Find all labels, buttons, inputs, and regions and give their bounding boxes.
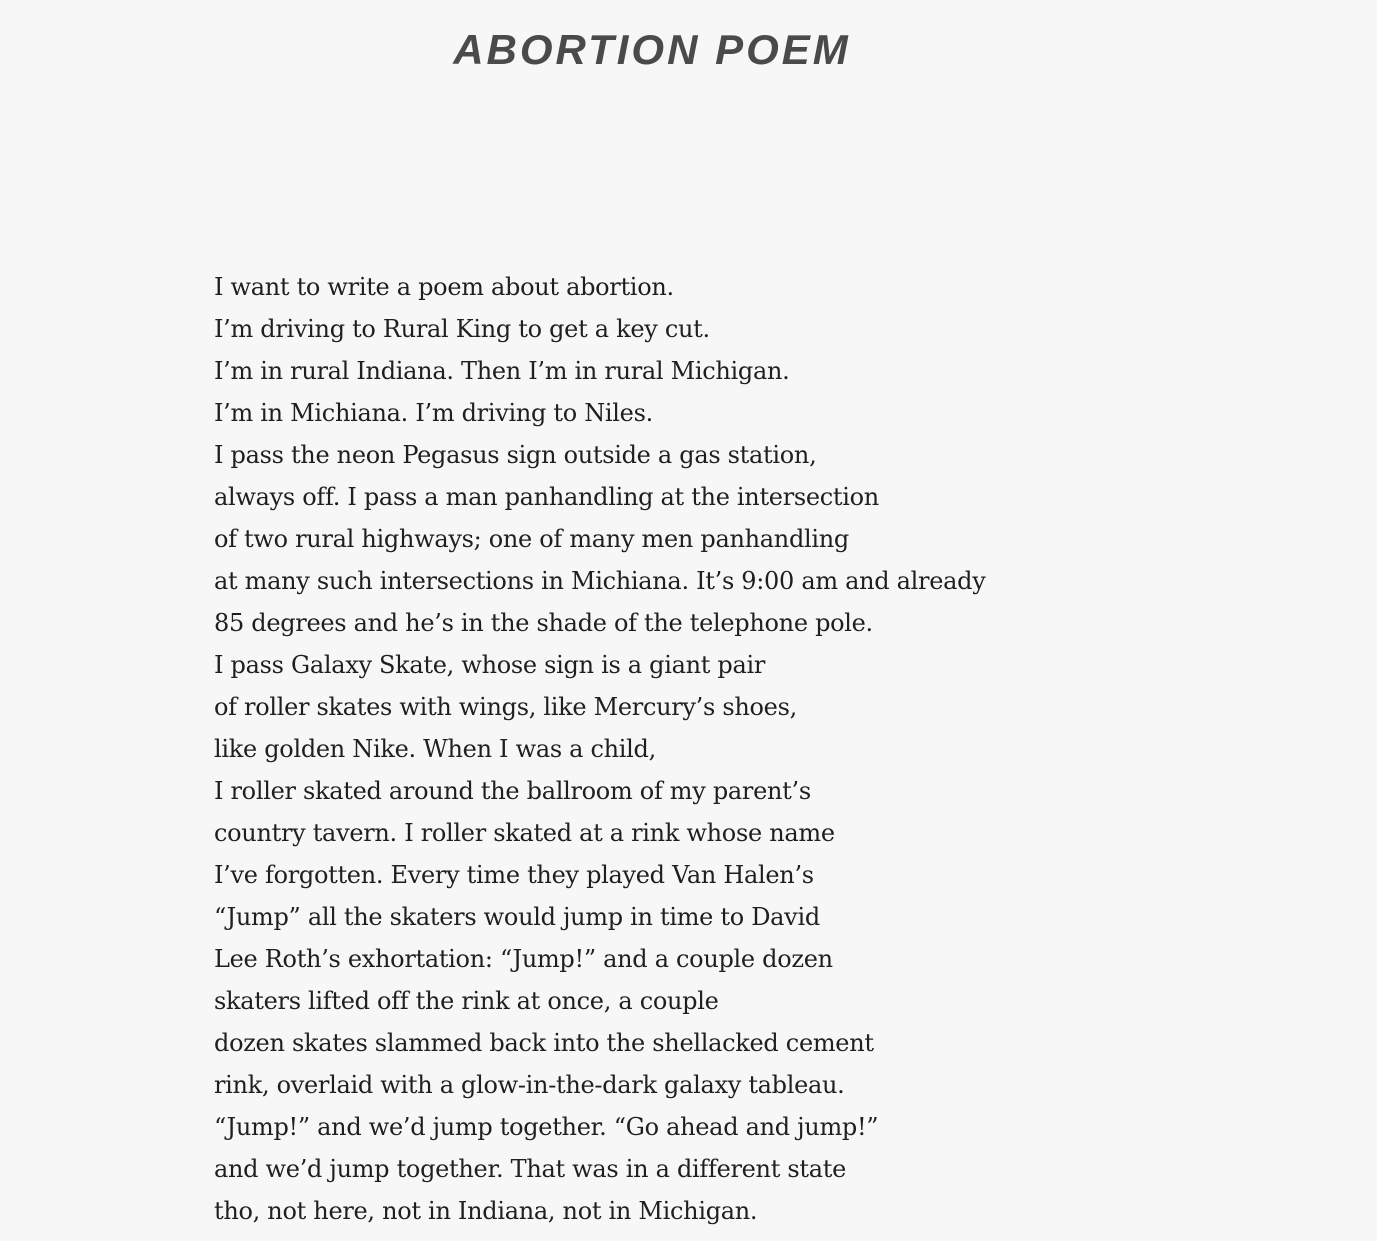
poem-line: I’m driving to Rural King to get a key cut.	[214, 315, 710, 343]
poem-line: “Jump!” and we’d jump together. “Go ahead and jump!”	[214, 1113, 879, 1141]
poem-line: skaters lifted off the rink at once, a couple	[214, 987, 719, 1015]
poem-line: of two rural highways; one of many men panhandling	[214, 525, 849, 553]
poem-line: Lee Roth’s exhortation: “Jump!” and a couple dozen	[214, 945, 833, 973]
poem-line: I’m in rural Indiana. Then I’m in rural Michigan.	[214, 357, 790, 385]
poem-line: I’m in Michiana. I’m driving to Niles.	[214, 399, 653, 427]
poem-line: like golden Nike. When I was a child,	[214, 735, 656, 763]
poem-line: tho, not here, not in Indiana, not in Michigan.	[214, 1197, 758, 1225]
poem-line: and we’d jump together. That was in a different state	[214, 1155, 847, 1183]
poem-title: ABORTION POEM	[453, 26, 851, 73]
poem-line: always off. I pass a man panhandling at the intersection	[214, 483, 879, 511]
poem-line: I pass Galaxy Skate, whose sign is a giant pair	[214, 651, 766, 679]
poem-line: I roller skated around the ballroom of my parent’s	[214, 777, 811, 805]
poem-line: 85 degrees and he’s in the shade of the telephone pole.	[214, 609, 873, 637]
poem-line: country tavern. I roller skated at a rink whose name	[214, 819, 835, 847]
poem-line: “Jump” all the skaters would jump in time to David	[214, 903, 820, 931]
poem-line: I pass the neon Pegasus sign outside a gas station,	[214, 441, 817, 469]
poem-line: rink, overlaid with a glow-in-the-dark galaxy tableau.	[214, 1071, 845, 1099]
poem-line: dozen skates slammed back into the shellacked cement	[214, 1029, 874, 1057]
poem-line: I’ve forgotten. Every time they played Van Halen’s	[214, 861, 814, 889]
poem-body	[214, 266, 1314, 1232]
poem-line: I want to write a poem about abortion.	[214, 273, 674, 301]
poem-line: of roller skates with wings, like Mercury’s shoes,	[214, 693, 797, 721]
poem-line: at many such intersections in Michiana. It’s 9:00 am and already	[214, 567, 986, 595]
